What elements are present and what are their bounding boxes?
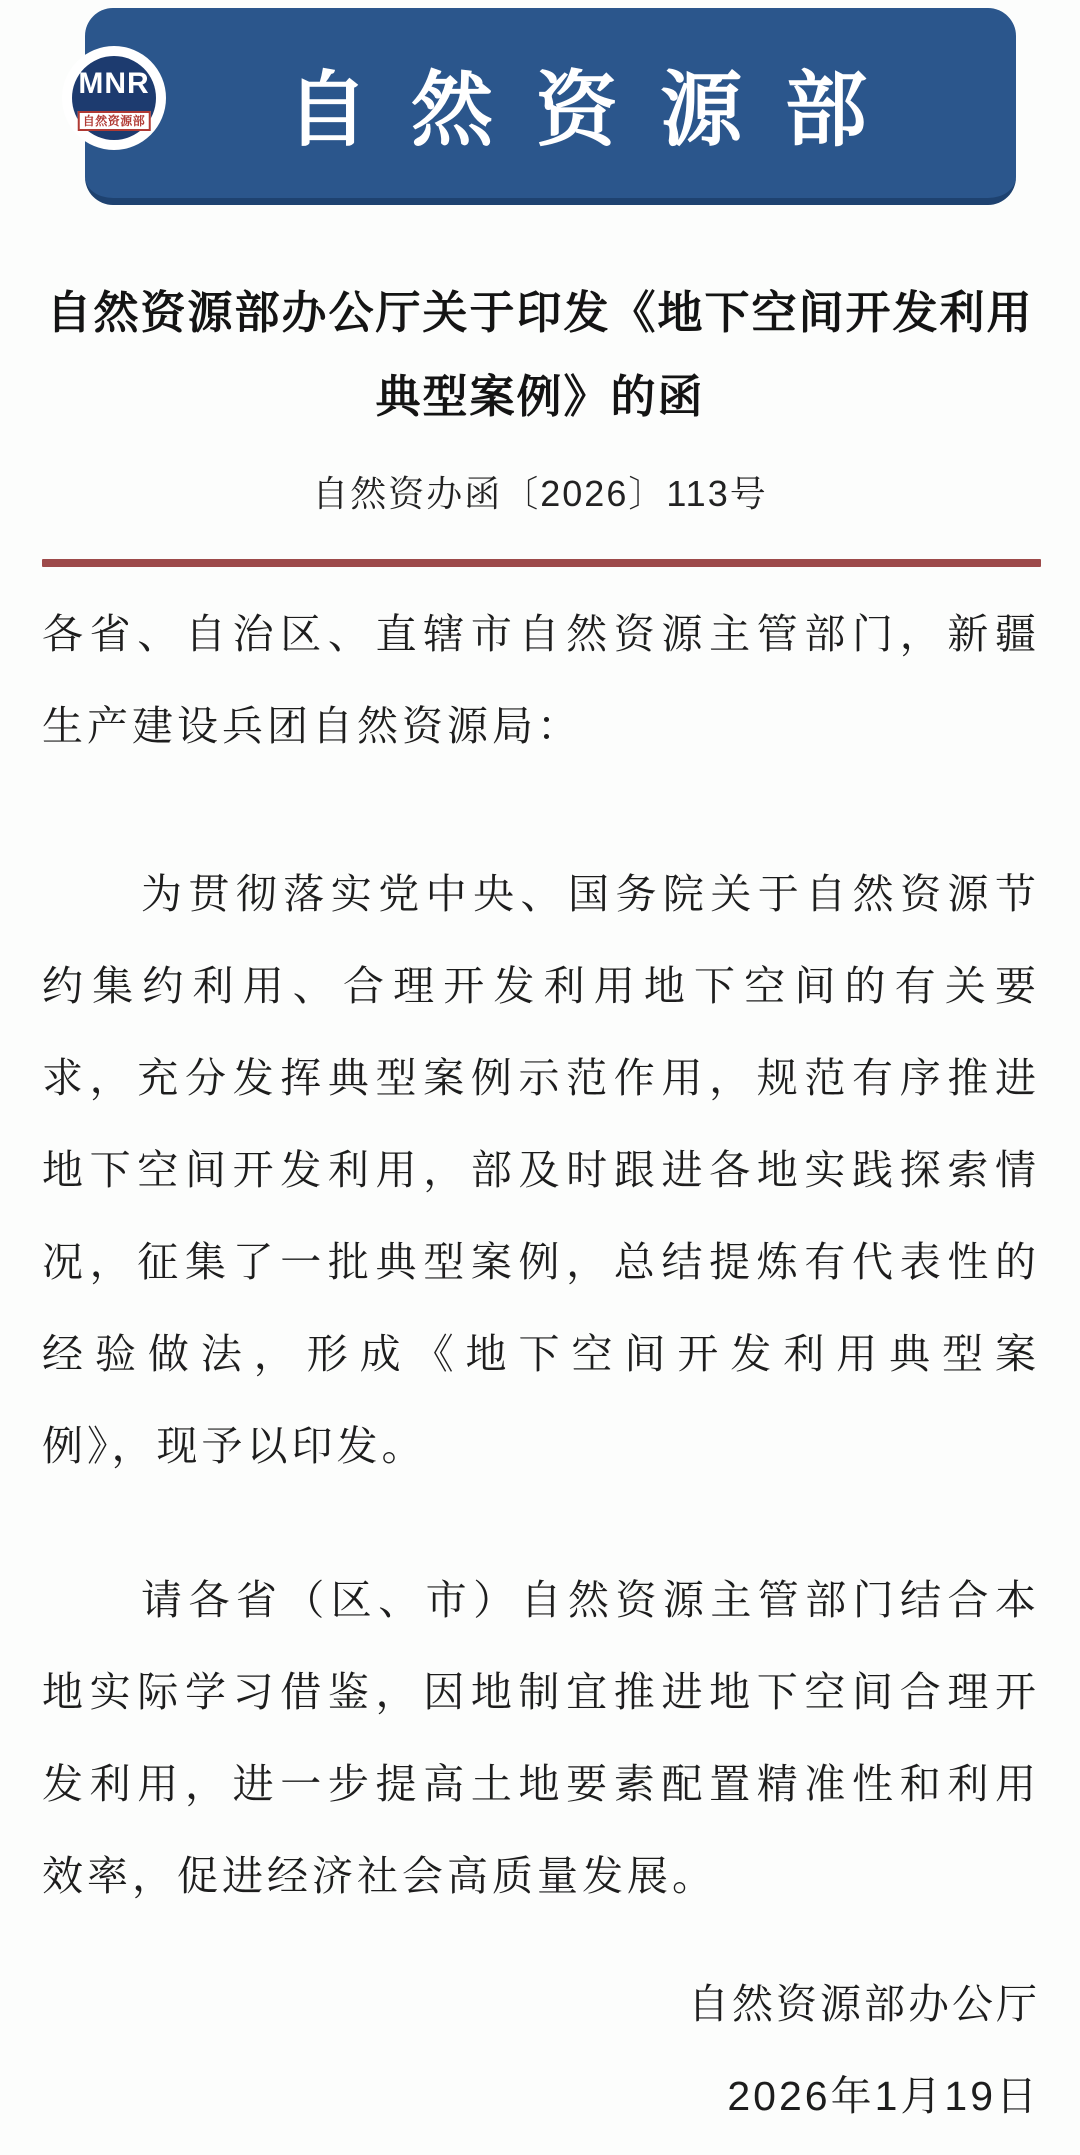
mnr-logo-caption: 自然资源部 (78, 111, 151, 131)
document-title-line2: 典型案例》的函 (375, 371, 705, 422)
date-line: 2026年1月19日 (727, 2073, 1040, 2119)
body-line: 求，充分发挥典型案例示范作用，规范有序推进 (42, 1055, 1040, 1101)
body-line: 况，征集了一批典型案例，总结提炼有代表性的 (42, 1239, 1040, 1285)
mnr-logo-circle (72, 56, 156, 140)
document-page (0, 8, 1080, 2155)
body-line: 约集约利用、合理开发利用地下空间的有关要 (42, 963, 1040, 1009)
signature: 自然资源部办公厅 (688, 1981, 1040, 2027)
ministry-banner (78, 8, 1016, 205)
salutation-line: 生产建设兵团自然资源局： (42, 703, 582, 749)
paragraph-2 (42, 1554, 1040, 1922)
document-title (20, 271, 1060, 439)
body-line: 地实际学习借鉴，因地制宜推进地下空间合理开 (42, 1669, 1040, 1715)
body-line: 为贯彻落实党中央、国务院关于自然资源节 (141, 871, 1040, 917)
mnr-logo-acronym: MNR (78, 67, 150, 100)
body-line: 请各省（区、市）自然资源主管部门结合本 (141, 1577, 1040, 1623)
paragraph-1 (42, 848, 1040, 1492)
body-line: 地下空间开发利用，部及时跟进各地实践探索情 (42, 1147, 1040, 1193)
body-line: 效率，促进经济社会高质量发展。 (42, 1853, 717, 1899)
red-divider-rule (42, 559, 1041, 567)
document-title-line1: 自然资源部办公厅关于印发《地下空间开发利用 (46, 287, 1034, 338)
salutation-line: 各省、自治区、直辖市自然资源主管部门，新疆 (42, 611, 1040, 657)
body-line: 经验做法，形成《地下空间开发利用典型案 (42, 1331, 1040, 1377)
document-number: 自然资办函〔2026〕113号 (312, 473, 768, 514)
document-body (42, 588, 1040, 2142)
ministry-name: 自然资源部 (286, 64, 910, 156)
body-line: 发利用，进一步提高土地要素配置精准性和利用 (42, 1761, 1040, 1807)
mnr-logo-icon (62, 46, 166, 150)
signature-block (42, 1958, 1040, 2142)
body-line: 例》，现予以印发。 (42, 1423, 427, 1469)
